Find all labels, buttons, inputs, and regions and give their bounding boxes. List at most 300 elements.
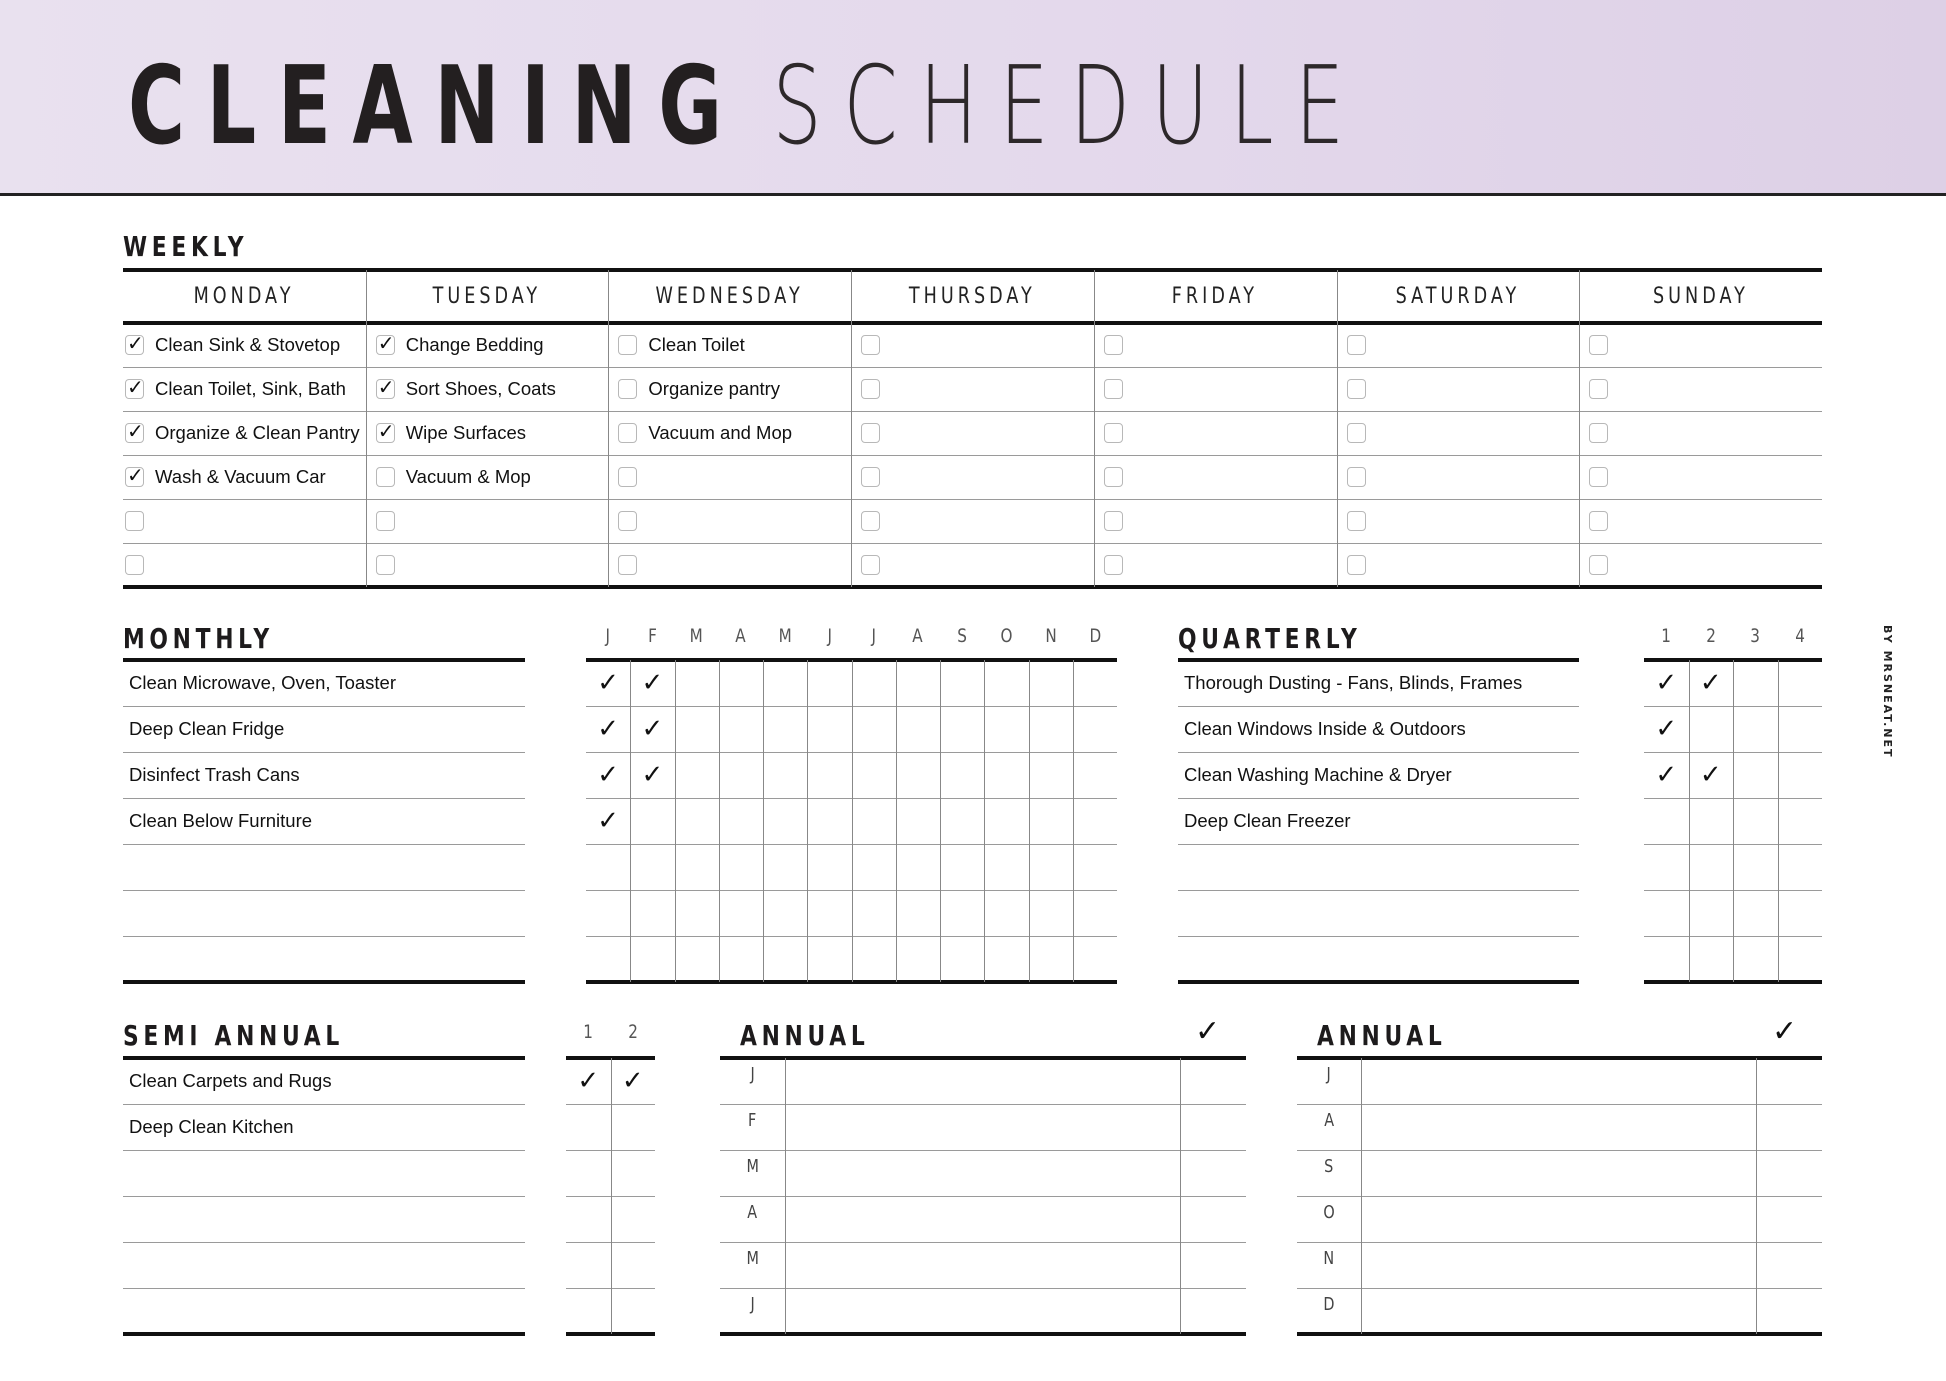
empty-check-cell[interactable] bbox=[852, 844, 896, 890]
empty-check-cell[interactable] bbox=[566, 1104, 611, 1150]
check-mark-icon[interactable]: ✓ bbox=[597, 806, 620, 836]
annual-1-label: ANNUAL bbox=[740, 1019, 870, 1052]
empty-check-cell[interactable] bbox=[940, 890, 984, 936]
annual1-row-rule bbox=[720, 1104, 1246, 1105]
column-header-label: J bbox=[827, 625, 832, 647]
empty-check-cell[interactable] bbox=[719, 660, 763, 706]
weekly-task-text[interactable]: Organize & Clean Pantry bbox=[155, 422, 360, 443]
annual-check-cell[interactable] bbox=[1758, 1152, 1820, 1194]
empty-check-cell[interactable] bbox=[675, 660, 719, 706]
task-text[interactable]: Clean Windows Inside & Outdoors bbox=[1184, 718, 1466, 739]
weekly-task-cell bbox=[1347, 367, 1578, 411]
task-text[interactable]: Clean Carpets and Rugs bbox=[129, 1070, 332, 1091]
empty-check-cell[interactable] bbox=[586, 936, 630, 982]
annual-check-cell[interactable] bbox=[1758, 1106, 1820, 1148]
empty-check-cell[interactable] bbox=[940, 752, 984, 798]
check-mark-icon[interactable]: ✓ bbox=[1655, 668, 1678, 698]
weekly-task-text[interactable]: Clean Sink & Stovetop bbox=[155, 334, 341, 355]
task-text[interactable]: Disinfect Trash Cans bbox=[129, 764, 300, 785]
empty-check-cell[interactable] bbox=[984, 752, 1028, 798]
checkbox-unchecked[interactable] bbox=[1347, 423, 1366, 443]
month-letter bbox=[733, 1110, 773, 1131]
task-text[interactable] bbox=[129, 1150, 521, 1196]
weekly-task-cell bbox=[1104, 323, 1335, 367]
empty-check-cell[interactable] bbox=[1778, 752, 1823, 798]
annual-check-cell[interactable] bbox=[1758, 1244, 1820, 1286]
checkbox-checked[interactable] bbox=[125, 335, 144, 355]
checkbox-unchecked[interactable] bbox=[1104, 335, 1123, 355]
checkbox-unchecked[interactable] bbox=[1589, 555, 1608, 575]
weekly-task-cell bbox=[125, 367, 356, 411]
column-header-label: 3 bbox=[1750, 625, 1761, 647]
empty-check-cell[interactable] bbox=[763, 798, 807, 844]
empty-check-cell[interactable] bbox=[611, 1288, 656, 1334]
empty-check-cell[interactable] bbox=[611, 1104, 656, 1150]
empty-check-cell[interactable] bbox=[807, 890, 851, 936]
empty-check-cell[interactable] bbox=[807, 706, 851, 752]
check-mark-icon[interactable]: ✓ bbox=[1655, 760, 1678, 790]
month-letter bbox=[1309, 1202, 1349, 1223]
empty-check-cell[interactable] bbox=[1073, 844, 1117, 890]
empty-check-cell[interactable] bbox=[1073, 660, 1117, 706]
quarterly-label: QUARTERLY bbox=[1178, 622, 1362, 655]
annual-task-field[interactable] bbox=[787, 1152, 1178, 1194]
weekly-task-cell bbox=[1589, 367, 1820, 411]
checkbox-unchecked[interactable] bbox=[861, 511, 880, 531]
checkbox-unchecked[interactable] bbox=[861, 335, 880, 355]
month-letter-label: O bbox=[1323, 1202, 1335, 1223]
empty-check-cell[interactable] bbox=[896, 936, 940, 982]
empty-check-cell[interactable] bbox=[719, 706, 763, 752]
title-light: SCHEDULE bbox=[772, 44, 1366, 169]
weekly-task-cell bbox=[1104, 499, 1335, 543]
empty-check-cell[interactable] bbox=[1778, 844, 1823, 890]
annual-task-field[interactable] bbox=[1363, 1198, 1754, 1240]
empty-check-cell[interactable] bbox=[1778, 660, 1823, 706]
weekly-task-text[interactable]: Organize pantry bbox=[648, 378, 781, 399]
weekly-task-cell bbox=[1347, 543, 1578, 587]
weekly-task-text[interactable]: Clean Toilet bbox=[648, 334, 745, 355]
empty-check-cell[interactable] bbox=[896, 752, 940, 798]
check-mark-icon[interactable]: ✓ bbox=[641, 668, 664, 698]
empty-check-cell[interactable] bbox=[1644, 890, 1689, 936]
empty-check-cell[interactable] bbox=[719, 752, 763, 798]
empty-check-cell[interactable] bbox=[940, 660, 984, 706]
column-header bbox=[1778, 624, 1823, 648]
checkbox-unchecked[interactable] bbox=[1589, 379, 1608, 399]
day-header-sunday bbox=[1579, 270, 1822, 323]
check-mark-icon[interactable]: ✓ bbox=[597, 668, 620, 698]
checkbox-unchecked[interactable] bbox=[618, 511, 637, 531]
task-text[interactable] bbox=[129, 844, 521, 890]
checkbox-unchecked[interactable] bbox=[861, 379, 880, 399]
empty-check-cell[interactable] bbox=[852, 706, 896, 752]
weekly-task-text[interactable]: Change Bedding bbox=[405, 334, 544, 355]
annual-check-cell[interactable] bbox=[1182, 1198, 1244, 1240]
check-mark-icon[interactable]: ✓ bbox=[577, 1066, 600, 1096]
annual-2-label: ANNUAL bbox=[1317, 1019, 1447, 1052]
checkbox-unchecked[interactable] bbox=[1104, 511, 1123, 531]
empty-check-cell[interactable] bbox=[611, 1196, 656, 1242]
task-text[interactable] bbox=[1184, 890, 1575, 936]
checkbox-unchecked[interactable] bbox=[1589, 335, 1608, 355]
checkbox-checked[interactable] bbox=[125, 379, 144, 399]
checkbox-checked[interactable] bbox=[376, 335, 395, 355]
annual-task-field[interactable] bbox=[1363, 1290, 1754, 1332]
empty-check-cell[interactable] bbox=[1073, 890, 1117, 936]
column-header bbox=[611, 1020, 656, 1044]
empty-check-cell[interactable] bbox=[1778, 798, 1823, 844]
annual-task-field[interactable] bbox=[787, 1060, 1178, 1102]
task-text[interactable]: Clean Washing Machine & Dryer bbox=[1184, 764, 1452, 785]
column-header bbox=[940, 624, 984, 648]
weekly-task-cell bbox=[1347, 455, 1578, 499]
empty-check-cell[interactable] bbox=[852, 798, 896, 844]
checkbox-unchecked[interactable] bbox=[861, 555, 880, 575]
empty-check-cell[interactable] bbox=[566, 1196, 611, 1242]
check-mark-icon[interactable]: ✓ bbox=[621, 1066, 644, 1096]
annual-1-check-header-icon: ✓ bbox=[1195, 1014, 1221, 1049]
annual-task-field[interactable] bbox=[787, 1106, 1178, 1148]
weekly-task-text[interactable]: Clean Toilet, Sink, Bath bbox=[155, 378, 346, 399]
empty-check-cell[interactable] bbox=[984, 844, 1028, 890]
weekly-task-text[interactable]: Wipe Surfaces bbox=[405, 422, 526, 443]
weekly-task-cell bbox=[376, 543, 607, 587]
task-text[interactable] bbox=[129, 890, 521, 936]
semi-annual-label: SEMI ANNUAL bbox=[123, 1019, 344, 1052]
checkbox-unchecked[interactable] bbox=[376, 511, 395, 531]
empty-check-cell[interactable] bbox=[807, 936, 851, 982]
checkbox-unchecked[interactable] bbox=[618, 379, 637, 399]
check-mark-icon[interactable]: ✓ bbox=[641, 714, 664, 744]
column-header-label: J bbox=[605, 625, 611, 647]
empty-check-cell[interactable] bbox=[675, 752, 719, 798]
column-header-label: 2 bbox=[1705, 625, 1716, 647]
empty-check-cell[interactable] bbox=[763, 706, 807, 752]
annual1-row-rule bbox=[720, 1288, 1246, 1289]
checkbox-checked[interactable] bbox=[125, 467, 144, 487]
empty-check-cell[interactable] bbox=[940, 798, 984, 844]
empty-check-cell[interactable] bbox=[1029, 936, 1073, 982]
annual-task-field[interactable] bbox=[1363, 1060, 1754, 1102]
empty-check-cell[interactable] bbox=[1644, 936, 1689, 982]
empty-check-cell[interactable] bbox=[807, 660, 851, 706]
empty-check-cell[interactable] bbox=[566, 1242, 611, 1288]
task-text[interactable] bbox=[1184, 844, 1575, 890]
weekly-task-cell bbox=[1589, 543, 1820, 587]
empty-check-cell[interactable] bbox=[896, 798, 940, 844]
empty-check-cell[interactable] bbox=[1689, 936, 1734, 982]
annual1-bottom-rule bbox=[720, 1332, 1246, 1336]
empty-check-cell[interactable] bbox=[675, 936, 719, 982]
empty-check-cell[interactable] bbox=[763, 752, 807, 798]
month-letter-label: D bbox=[1323, 1294, 1335, 1315]
annual2-bottom-rule bbox=[1297, 1332, 1822, 1336]
column-header-label: F bbox=[648, 625, 657, 647]
empty-check-cell[interactable] bbox=[1733, 798, 1778, 844]
empty-check-cell[interactable] bbox=[896, 706, 940, 752]
month-letter bbox=[733, 1202, 773, 1223]
column-header-label: 4 bbox=[1794, 625, 1805, 647]
empty-check-cell[interactable] bbox=[611, 1150, 656, 1196]
weekly-task-cell bbox=[376, 499, 607, 543]
empty-check-cell[interactable] bbox=[630, 890, 674, 936]
empty-check-cell[interactable] bbox=[763, 660, 807, 706]
annual-task-field[interactable] bbox=[787, 1290, 1178, 1332]
empty-check-cell[interactable] bbox=[852, 660, 896, 706]
empty-check-cell[interactable] bbox=[611, 1242, 656, 1288]
annual-check-cell[interactable] bbox=[1758, 1290, 1820, 1332]
column-header-label: D bbox=[1089, 625, 1101, 647]
task-text[interactable]: Deep Clean Kitchen bbox=[129, 1116, 294, 1137]
empty-check-cell[interactable] bbox=[566, 1150, 611, 1196]
weekly-task-text[interactable]: Wash & Vacuum Car bbox=[155, 466, 326, 487]
task-text[interactable] bbox=[129, 1288, 521, 1334]
weekly-task-cell bbox=[1589, 455, 1820, 499]
empty-check-cell[interactable] bbox=[1689, 844, 1734, 890]
annual1-row-rule bbox=[720, 1150, 1246, 1151]
empty-check-cell[interactable] bbox=[1689, 890, 1734, 936]
empty-check-cell[interactable] bbox=[896, 890, 940, 936]
checkbox-unchecked[interactable] bbox=[125, 511, 144, 531]
empty-check-cell[interactable] bbox=[1644, 844, 1689, 890]
column-divider bbox=[1180, 1058, 1181, 1334]
day-header-tuesday bbox=[366, 270, 609, 323]
check-mark-icon[interactable]: ✓ bbox=[597, 714, 620, 744]
checkbox-checked[interactable] bbox=[376, 379, 395, 399]
empty-check-cell[interactable] bbox=[1073, 752, 1117, 798]
annual-check-cell[interactable] bbox=[1182, 1244, 1244, 1286]
empty-check-cell[interactable] bbox=[763, 844, 807, 890]
empty-check-cell[interactable] bbox=[852, 936, 896, 982]
empty-check-cell[interactable] bbox=[896, 844, 940, 890]
empty-check-cell[interactable] bbox=[1733, 844, 1778, 890]
checkbox-unchecked[interactable] bbox=[376, 467, 395, 487]
empty-check-cell[interactable] bbox=[807, 752, 851, 798]
checkbox-unchecked[interactable] bbox=[1347, 511, 1366, 531]
checkbox-unchecked[interactable] bbox=[618, 555, 637, 575]
month-letter-label: F bbox=[748, 1110, 757, 1131]
empty-check-cell[interactable] bbox=[896, 660, 940, 706]
month-letter-label: S bbox=[1324, 1156, 1334, 1177]
task-text[interactable] bbox=[129, 936, 521, 982]
annual-check-cell[interactable] bbox=[1758, 1060, 1820, 1102]
empty-check-cell[interactable] bbox=[984, 890, 1028, 936]
weekly-task-cell bbox=[1589, 323, 1820, 367]
empty-check-cell[interactable] bbox=[1778, 706, 1823, 752]
annual-task-field[interactable] bbox=[1363, 1106, 1754, 1148]
empty-check-cell[interactable] bbox=[1778, 936, 1823, 982]
empty-check-cell[interactable] bbox=[1073, 706, 1117, 752]
empty-check-cell[interactable] bbox=[984, 660, 1028, 706]
weekly-task-cell bbox=[618, 367, 849, 411]
empty-check-cell[interactable] bbox=[1733, 936, 1778, 982]
task-text[interactable] bbox=[129, 1242, 521, 1288]
checkbox-unchecked[interactable] bbox=[618, 423, 637, 443]
checkbox-unchecked[interactable] bbox=[1104, 467, 1123, 487]
weekly-task-cell bbox=[618, 411, 849, 455]
annual-task-field[interactable] bbox=[1363, 1244, 1754, 1286]
checkbox-checked[interactable] bbox=[125, 423, 144, 443]
empty-check-cell[interactable] bbox=[984, 706, 1028, 752]
empty-check-cell[interactable] bbox=[630, 936, 674, 982]
check-mark-icon[interactable]: ✓ bbox=[597, 760, 620, 790]
task-text[interactable]: Thorough Dusting - Fans, Blinds, Frames bbox=[1184, 672, 1523, 693]
empty-check-cell[interactable] bbox=[1778, 890, 1823, 936]
checkbox-unchecked[interactable] bbox=[861, 467, 880, 487]
weekly-task-text[interactable]: Vacuum & Mop bbox=[405, 466, 531, 487]
empty-check-cell[interactable] bbox=[1733, 752, 1778, 798]
empty-check-cell[interactable] bbox=[984, 798, 1028, 844]
empty-check-cell[interactable] bbox=[940, 706, 984, 752]
annual-check-cell[interactable] bbox=[1182, 1106, 1244, 1148]
empty-check-cell[interactable] bbox=[675, 844, 719, 890]
annual-2-check-header-icon: ✓ bbox=[1772, 1014, 1798, 1049]
checkbox-unchecked[interactable] bbox=[618, 467, 637, 487]
empty-check-cell[interactable] bbox=[940, 936, 984, 982]
empty-check-cell[interactable] bbox=[1029, 890, 1073, 936]
column-header bbox=[763, 624, 807, 648]
month-letter-label: A bbox=[1324, 1110, 1334, 1131]
checkbox-unchecked[interactable] bbox=[618, 335, 637, 355]
task-text[interactable] bbox=[1184, 936, 1575, 982]
checkbox-unchecked[interactable] bbox=[1589, 423, 1608, 443]
column-header-label: A bbox=[735, 625, 747, 647]
checkbox-checked[interactable] bbox=[376, 423, 395, 443]
empty-check-cell[interactable] bbox=[675, 890, 719, 936]
empty-check-cell[interactable] bbox=[1733, 706, 1778, 752]
empty-check-cell[interactable] bbox=[852, 752, 896, 798]
empty-check-cell[interactable] bbox=[719, 798, 763, 844]
month-letter bbox=[733, 1294, 773, 1315]
weekly-task-cell bbox=[1104, 543, 1335, 587]
checkbox-unchecked[interactable] bbox=[125, 555, 144, 575]
column-header-label: S bbox=[957, 625, 967, 647]
column-header bbox=[1073, 624, 1117, 648]
annual-task-field[interactable] bbox=[787, 1244, 1178, 1286]
month-letter bbox=[1309, 1110, 1349, 1131]
check-mark-icon[interactable]: ✓ bbox=[1655, 714, 1678, 744]
empty-check-cell[interactable] bbox=[1644, 798, 1689, 844]
empty-check-cell[interactable] bbox=[1733, 890, 1778, 936]
day-name: SUNDAY bbox=[1652, 284, 1749, 309]
weekly-task-cell bbox=[618, 455, 849, 499]
empty-check-cell[interactable] bbox=[566, 1288, 611, 1334]
checkbox-unchecked[interactable] bbox=[1104, 379, 1123, 399]
empty-check-cell[interactable] bbox=[719, 936, 763, 982]
task-text[interactable]: Deep Clean Fridge bbox=[129, 718, 285, 739]
weekly-task-text[interactable]: Sort Shoes, Coats bbox=[405, 378, 556, 399]
annual-task-field[interactable] bbox=[1363, 1152, 1754, 1194]
check-mark-icon[interactable]: ✓ bbox=[1699, 760, 1722, 790]
empty-check-cell[interactable] bbox=[1029, 706, 1073, 752]
column-header-label: A bbox=[912, 625, 924, 647]
checkbox-unchecked[interactable] bbox=[1347, 379, 1366, 399]
empty-check-cell[interactable] bbox=[719, 890, 763, 936]
checkbox-unchecked[interactable] bbox=[1347, 555, 1366, 575]
empty-check-cell[interactable] bbox=[586, 890, 630, 936]
empty-check-cell[interactable] bbox=[807, 798, 851, 844]
day-name: MONDAY bbox=[193, 284, 295, 309]
empty-check-cell[interactable] bbox=[675, 706, 719, 752]
empty-check-cell[interactable] bbox=[852, 890, 896, 936]
column-header bbox=[1689, 624, 1734, 648]
weekly-task-cell bbox=[618, 543, 849, 587]
annual1-row-rule bbox=[720, 1242, 1246, 1243]
checkbox-unchecked[interactable] bbox=[1104, 555, 1123, 575]
empty-check-cell[interactable] bbox=[1073, 936, 1117, 982]
weekly-task-cell bbox=[1589, 411, 1820, 455]
annual-check-cell[interactable] bbox=[1182, 1060, 1244, 1102]
task-text[interactable]: Clean Below Furniture bbox=[129, 810, 313, 831]
column-header bbox=[1029, 624, 1073, 648]
empty-check-cell[interactable] bbox=[1073, 798, 1117, 844]
empty-check-cell[interactable] bbox=[630, 798, 674, 844]
month-letter bbox=[733, 1064, 773, 1085]
checkbox-unchecked[interactable] bbox=[376, 555, 395, 575]
weekly-task-cell bbox=[861, 367, 1092, 411]
empty-check-cell[interactable] bbox=[1733, 660, 1778, 706]
task-text[interactable]: Deep Clean Freezer bbox=[1184, 810, 1351, 831]
weekly-task-cell bbox=[861, 323, 1092, 367]
column-header bbox=[896, 624, 940, 648]
empty-check-cell[interactable] bbox=[1689, 798, 1734, 844]
empty-check-cell[interactable] bbox=[1689, 706, 1734, 752]
task-text[interactable]: Clean Microwave, Oven, Toaster bbox=[129, 672, 396, 693]
annual-check-cell[interactable] bbox=[1758, 1198, 1820, 1240]
month-letter bbox=[1309, 1156, 1349, 1177]
check-mark-icon[interactable]: ✓ bbox=[641, 760, 664, 790]
weekly-task-cell bbox=[1589, 499, 1820, 543]
empty-check-cell[interactable] bbox=[1029, 844, 1073, 890]
weekly-task-text[interactable]: Vacuum and Mop bbox=[648, 422, 793, 443]
annual-check-cell[interactable] bbox=[1182, 1152, 1244, 1194]
check-mark-icon[interactable]: ✓ bbox=[1699, 668, 1722, 698]
empty-check-cell[interactable] bbox=[940, 844, 984, 890]
checkbox-unchecked[interactable] bbox=[1104, 423, 1123, 443]
empty-check-cell[interactable] bbox=[984, 936, 1028, 982]
empty-check-cell[interactable] bbox=[1029, 798, 1073, 844]
column-header bbox=[1644, 624, 1689, 648]
empty-check-cell[interactable] bbox=[586, 844, 630, 890]
empty-check-cell[interactable] bbox=[1029, 660, 1073, 706]
checkbox-unchecked[interactable] bbox=[1347, 467, 1366, 487]
empty-check-cell[interactable] bbox=[675, 798, 719, 844]
month-letter-label: J bbox=[750, 1064, 755, 1085]
month-letter bbox=[1309, 1294, 1349, 1315]
empty-check-cell[interactable] bbox=[763, 890, 807, 936]
weekly-task-cell bbox=[861, 543, 1092, 587]
weekly-task-cell bbox=[376, 367, 607, 411]
column-divider bbox=[785, 1058, 786, 1334]
weekly-task-cell bbox=[376, 323, 607, 367]
empty-check-cell[interactable] bbox=[719, 844, 763, 890]
empty-check-cell[interactable] bbox=[1029, 752, 1073, 798]
checkbox-unchecked[interactable] bbox=[1347, 335, 1366, 355]
day-name: FRIDAY bbox=[1172, 284, 1259, 309]
checkbox-unchecked[interactable] bbox=[1589, 511, 1608, 531]
empty-check-cell[interactable] bbox=[807, 844, 851, 890]
task-text[interactable] bbox=[129, 1196, 521, 1242]
empty-check-cell[interactable] bbox=[763, 936, 807, 982]
day-header-saturday bbox=[1337, 270, 1580, 323]
empty-check-cell[interactable] bbox=[630, 844, 674, 890]
annual-task-field[interactable] bbox=[787, 1198, 1178, 1240]
checkbox-unchecked[interactable] bbox=[861, 423, 880, 443]
checkbox-unchecked[interactable] bbox=[1589, 467, 1608, 487]
annual-check-cell[interactable] bbox=[1182, 1290, 1244, 1332]
weekly-task-cell bbox=[376, 455, 607, 499]
